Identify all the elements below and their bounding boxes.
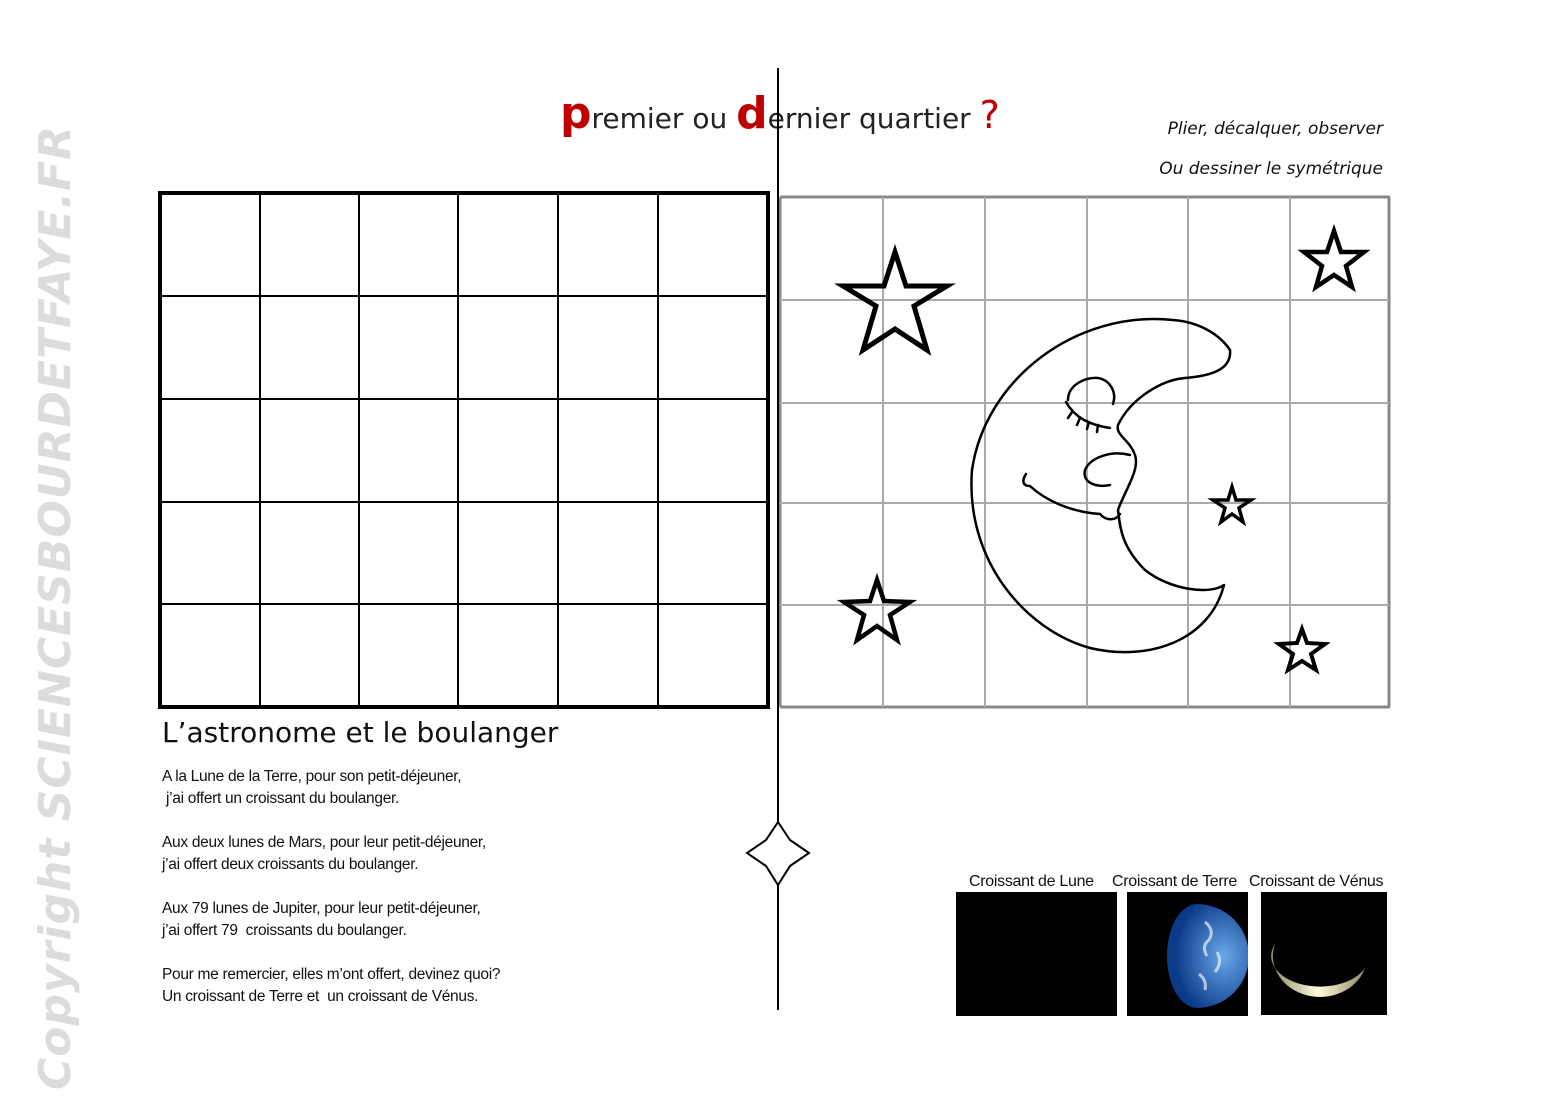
instruction-line-1: Plier, décalquer, observer	[1167, 119, 1383, 139]
star-small-middle	[1213, 487, 1251, 522]
moon-crescent-photo	[956, 892, 1117, 1016]
crescent-moon-drawing	[971, 319, 1230, 652]
caption-terre: Croissant de Terre	[1112, 873, 1238, 890]
star-bottom-left	[844, 580, 910, 640]
poem-stanza-4: Pour me remercier, elles m’ont offert, devinez quoi? Un croissant de Terre et un croissant de Vénus.	[162, 966, 501, 1005]
poem-title: L’astronome et le boulanger	[162, 716, 559, 749]
earth-crescent-photo	[1127, 892, 1248, 1016]
poem-stanza-3: Aux 79 lunes de Jupiter, pour leur petit-déjeuner, j’ai offert 79 croissants du boulanger.	[162, 900, 481, 939]
empty-grid	[160, 193, 768, 707]
star-top-right	[1304, 231, 1364, 287]
star-bottom-right	[1279, 629, 1325, 670]
poem-stanza-2: Aux deux lunes de Mars, pour leur petit-déjeuner, j’ai offert deux croissants du boulanger.	[162, 834, 486, 873]
octagram-ornament	[747, 822, 809, 885]
poem-text	[162, 766, 500, 1030]
caption-venus: Croissant de Vénus	[1249, 873, 1384, 890]
poem-stanza-1: A la Lune de la Terre, pour son petit-déjeuner, j’ai offert un croissant du boulanger.	[162, 768, 462, 807]
instruction-line-2: Ou dessiner le symétrique	[1159, 159, 1383, 179]
page-title: premier ou dernier quartier ?	[560, 88, 1000, 139]
venus-crescent-photo	[1261, 892, 1387, 1015]
caption-lune: Croissant de Lune	[969, 873, 1094, 890]
copyright-watermark: Copyright SCIENCESBOURDETFAYE.FR	[30, 124, 81, 1090]
